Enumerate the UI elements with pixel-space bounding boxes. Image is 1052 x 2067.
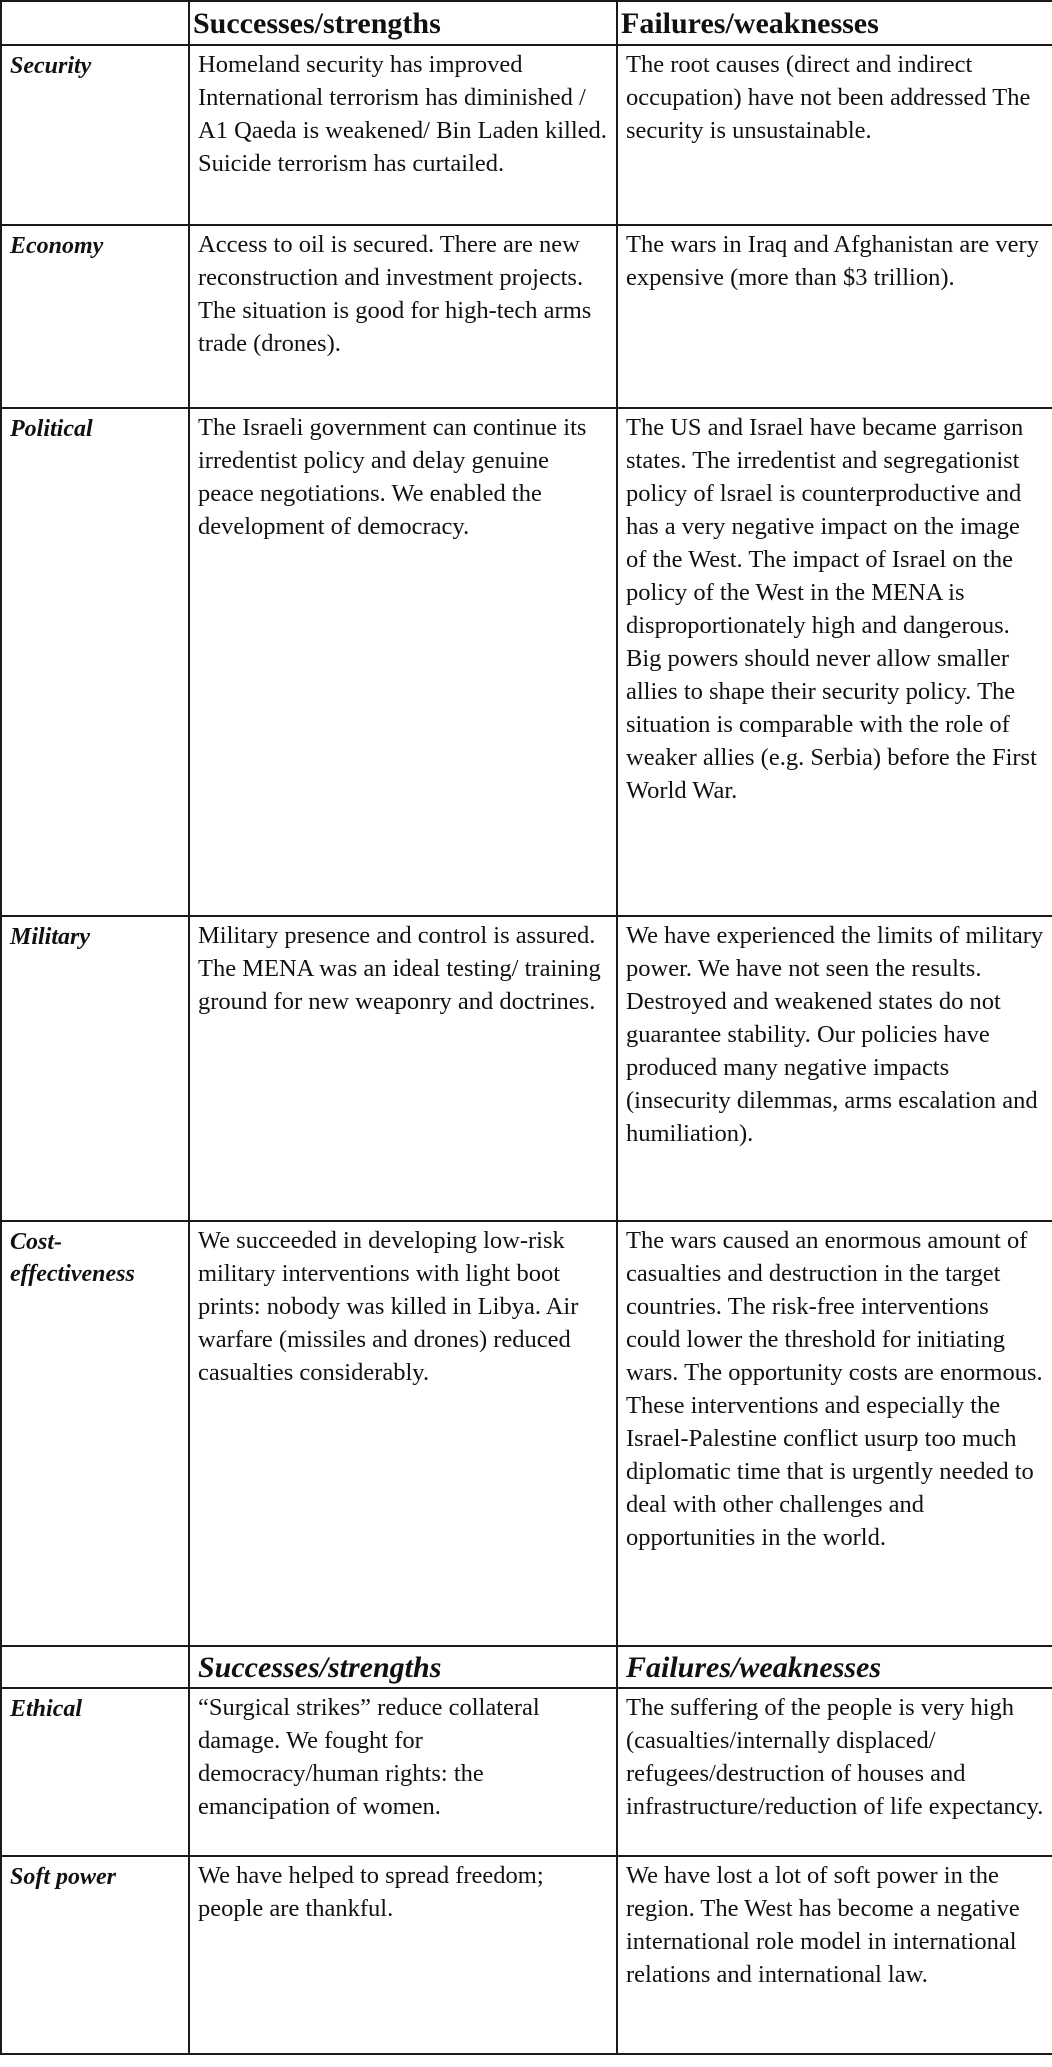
subheader-corner-cell (1, 1646, 189, 1688)
row-label-economy: Economy (1, 225, 189, 408)
successes-security: Homeland security has improved International terrorism has diminished / A1 Qaeda is weakened/ Bin Laden killed. Suicide terrorism has curtailed. (189, 45, 617, 225)
successes-military: Military presence and control is assured. The MENA was an ideal testing/ training ground for new weaponry and doctrines. (189, 916, 617, 1221)
row-political (1, 408, 1052, 916)
row-military (1, 916, 1052, 1221)
row-ethical (1, 1688, 1052, 1856)
failures-economy: The wars in Iraq and Afghanistan are very expensive (more than $3 trillion). (617, 225, 1052, 408)
subheader-failures: Failures/weaknesses (617, 1646, 1052, 1688)
successes-ethical: “Surgical strikes” reduce collateral damage. We fought for democracy/human rights: the emancipation of women. (189, 1688, 617, 1856)
header-failures: Failures/weaknesses (617, 1, 1052, 45)
failures-ethical: The suffering of the people is very high (casualties/internally displaced/ refugees/destruction of houses and infrastructure/reduction of life expectancy. (617, 1688, 1052, 1856)
row-label-cost-effectiveness: Cost-effectiveness (1, 1221, 189, 1646)
row-label-soft-power: Soft power (1, 1856, 189, 2054)
successes-political: The Israeli government can continue its irredentist policy and delay genuine peace negotiations. We enabled the development of democracy. (189, 408, 617, 916)
failures-security: The root causes (direct and indirect occupation) have not been addressed The security is unsustainable. (617, 45, 1052, 225)
failures-political: The US and Israel have became garrison states. The irredentist and segregationist policy of lsrael is counterproductive and has a very negative impact on the image of the West. The impact of Israel on the policy of the West in the MENA is disproportionately high and dangerous. Big powers should never allow smaller allies to shape their security policy. The situation is comparable with the role of weaker allies (e.g. Serbia) before the First World War. (617, 408, 1052, 916)
subheader-row (1, 1646, 1052, 1688)
successes-soft-power: We have helped to spread freedom; people are thankful. (189, 1856, 617, 2054)
header-row (1, 1, 1052, 45)
failures-military: We have experienced the limits of military power. We have not seen the results. Destroyed and weakened states do not guarantee stability. Our policies have produced many negative impacts (insecurity dilemmas, arms escalation and humiliation). (617, 916, 1052, 1221)
subheader-successes: Successes/strengths (189, 1646, 617, 1688)
row-security (1, 45, 1052, 225)
row-cost-effectiveness (1, 1221, 1052, 1646)
row-label-political: Political (1, 408, 189, 916)
row-economy (1, 225, 1052, 408)
row-label-ethical: Ethical (1, 1688, 189, 1856)
successes-cost-effectiveness: We succeeded in developing low-risk military interventions with light boot prints: nobody was killed in Libya. Air warfare (missiles and drones) reduced casualties considerably. (189, 1221, 617, 1646)
failures-soft-power: We have lost a lot of soft power in the region. The West has become a negative international role model in international relations and international law. (617, 1856, 1052, 2054)
header-successes: Successes/strengths (189, 1, 617, 45)
row-label-security: Security (1, 45, 189, 225)
failures-cost-effectiveness: The wars caused an enormous amount of casualties and destruction in the target countries. The risk-free interventions could lower the threshold for initiating wars. The opportunity costs are enormous. These interventions and especially the Israel-Palestine conflict usurp too much diplomatic time that is urgently needed to deal with other challenges and opportunities in the world. (617, 1221, 1052, 1646)
row-soft-power (1, 1856, 1052, 2054)
row-label-military: Military (1, 916, 189, 1221)
header-corner-cell (1, 1, 189, 45)
successes-economy: Access to oil is secured. There are new reconstruction and investment projects. The situation is good for high-tech arms trade (drones). (189, 225, 617, 408)
